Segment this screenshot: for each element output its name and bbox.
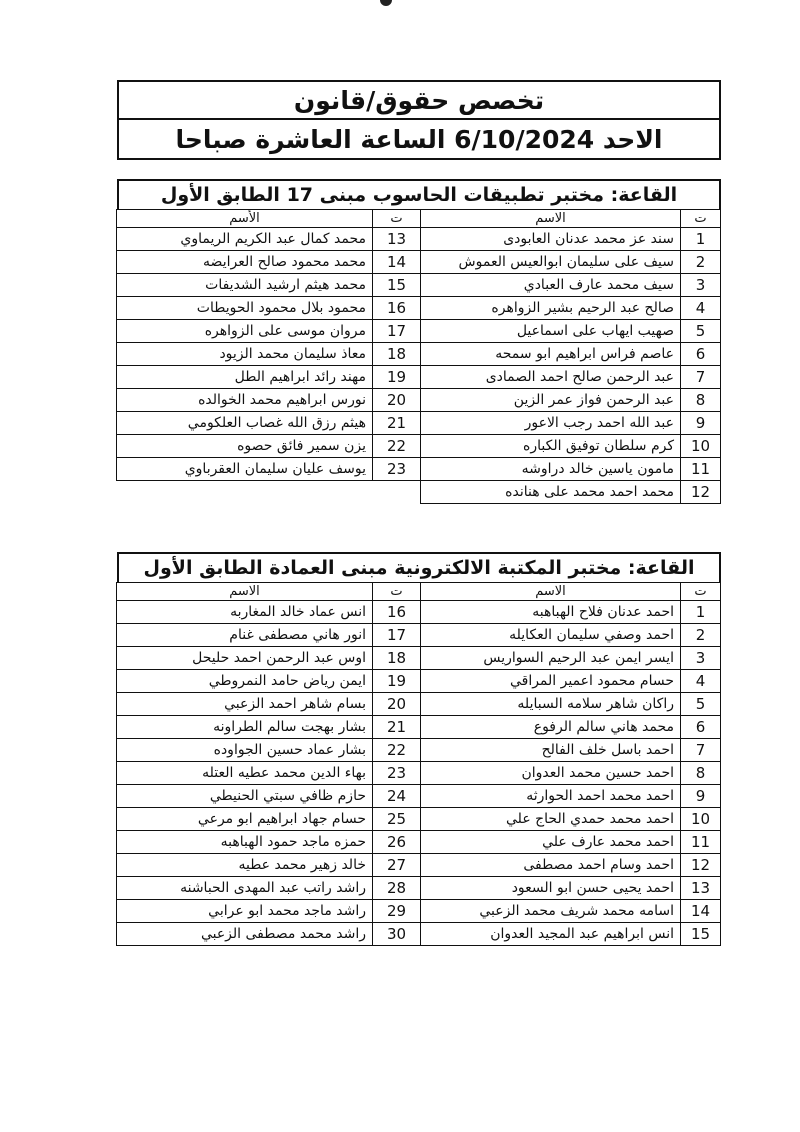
room-title: القاعة: مختبر تطبيقات الحاسوب مبنى 17 الطابق الأول — [117, 179, 721, 209]
name-header: الاسم — [421, 210, 681, 228]
student-name: محمد هيثم ارشيد الشديفات — [117, 274, 373, 297]
student-name: سيف محمد عارف العبادي — [421, 274, 681, 297]
table-row — [117, 670, 721, 693]
name-header: الاسم — [421, 583, 681, 601]
student-name: معاذ سليمان محمد الزيود — [117, 343, 373, 366]
table-row — [117, 739, 721, 762]
student-name: محمد احمد محمد على هنانده — [421, 481, 681, 504]
row-number: 22 — [373, 739, 421, 762]
student-name: خالد زهير محمد عطيه — [117, 854, 373, 877]
table-row — [117, 900, 721, 923]
student-name: انس ابراهيم عبد المجيد العدوان — [421, 923, 681, 946]
num-header: ت — [681, 210, 721, 228]
num-header: ت — [373, 583, 421, 601]
student-name: ايمن رياض حامد النمروطي — [117, 670, 373, 693]
student-name: احمد عدنان فلاح الهباهبه — [421, 601, 681, 624]
student-name: صالح عبد الرحيم بشير الزواهره — [421, 297, 681, 320]
student-name: كرم سلطان توفيق الكباره — [421, 435, 681, 458]
exam-datetime: الاحد 6/10/2024 الساعة العاشرة صباحا — [175, 124, 663, 154]
row-number: 5 — [681, 320, 721, 343]
row-number: 24 — [373, 785, 421, 808]
scan-mark — [380, 0, 392, 6]
table-row — [117, 716, 721, 739]
row-number: 14 — [373, 251, 421, 274]
student-name: محمد هاني سالم الرفوع — [421, 716, 681, 739]
table-row — [117, 389, 721, 412]
table-row — [117, 647, 721, 670]
row-number: 17 — [373, 320, 421, 343]
table-row — [117, 366, 721, 389]
table-row — [117, 854, 721, 877]
row-number: 30 — [373, 923, 421, 946]
row-number: 27 — [373, 854, 421, 877]
table-row — [117, 762, 721, 785]
table-row — [117, 877, 721, 900]
student-name: احمد باسل خلف الفالح — [421, 739, 681, 762]
table-row — [117, 693, 721, 716]
row-number: 13 — [373, 228, 421, 251]
row-number: 10 — [681, 808, 721, 831]
students-table — [116, 209, 721, 504]
row-number: 12 — [681, 854, 721, 877]
row-number: 25 — [373, 808, 421, 831]
student-name: راشد راتب عبد المهدى الحباشنه — [117, 877, 373, 900]
student-name: حازم ظافي سبتي الحنيطي — [117, 785, 373, 808]
row-number: 2 — [681, 251, 721, 274]
row-number: 1 — [681, 228, 721, 251]
student-name: حسام جهاد ابراهيم ابو مرعي — [117, 808, 373, 831]
room-title: القاعة: مختبر المكتبة الالكترونية مبنى العمادة الطابق الأول — [117, 552, 721, 582]
row-number: 21 — [373, 412, 421, 435]
num-header: ت — [373, 210, 421, 228]
row-number: 16 — [373, 601, 421, 624]
row-number: 9 — [681, 412, 721, 435]
student-name: انور هاني مصطفى غنام — [117, 624, 373, 647]
row-number: 1 — [681, 601, 721, 624]
student-name: راشد ماجد محمد ابو عرابي — [117, 900, 373, 923]
row-number: 10 — [681, 435, 721, 458]
student-name: سند عز محمد عدنان العابودى — [421, 228, 681, 251]
row-number: 19 — [373, 366, 421, 389]
row-number: 29 — [373, 900, 421, 923]
student-name: سيف على سليمان ابوالعيس العموش — [421, 251, 681, 274]
student-name: احمد محمد احمد الحوارثه — [421, 785, 681, 808]
table-header-row — [117, 583, 721, 601]
row-number: 15 — [681, 923, 721, 946]
student-name: حسام محمود اعمير المراقي — [421, 670, 681, 693]
student-name: حمزه ماجد حمود الهباهبه — [117, 831, 373, 854]
row-number: 7 — [681, 739, 721, 762]
student-name: احمد حسين محمد العدوان — [421, 762, 681, 785]
row-number: 6 — [681, 343, 721, 366]
student-name: احمد محمد حمدي الحاج علي — [421, 808, 681, 831]
row-number: 2 — [681, 624, 721, 647]
student-name: مروان موسى على الزواهره — [117, 320, 373, 343]
student-name: محمد كمال عبد الكريم الريماوي — [117, 228, 373, 251]
row-number: 3 — [681, 647, 721, 670]
row-number: 16 — [373, 297, 421, 320]
row-number: 20 — [373, 693, 421, 716]
row-number: 18 — [373, 343, 421, 366]
row-number: 21 — [373, 716, 421, 739]
student-name: عبد الرحمن فواز عمر الزين — [421, 389, 681, 412]
student-name: احمد وصفي سليمان العكايله — [421, 624, 681, 647]
row-number — [373, 481, 421, 504]
header-box — [117, 80, 721, 160]
table-row — [117, 251, 721, 274]
row-number: 4 — [681, 670, 721, 693]
student-name: ايسر ايمن عبد الرحيم السواريس — [421, 647, 681, 670]
table-header-row — [117, 210, 721, 228]
student-name: محمد محمود صالح العرايضه — [117, 251, 373, 274]
table-row — [117, 458, 721, 481]
row-number: 23 — [373, 762, 421, 785]
row-number: 26 — [373, 831, 421, 854]
table-row — [117, 228, 721, 251]
row-number: 14 — [681, 900, 721, 923]
student-name: بشار عماد حسين الجواوده — [117, 739, 373, 762]
row-number: 9 — [681, 785, 721, 808]
student-name: انس عماد خالد المغاربه — [117, 601, 373, 624]
room-table-2 — [117, 552, 721, 946]
student-name: بسام شاهر احمد الزعبي — [117, 693, 373, 716]
student-name: يوسف عليان سليمان العقرباوي — [117, 458, 373, 481]
row-number: 8 — [681, 762, 721, 785]
table-row — [117, 412, 721, 435]
student-name — [117, 481, 373, 504]
student-name: احمد محمد عارف علي — [421, 831, 681, 854]
student-name: يزن سمير فائق حصوه — [117, 435, 373, 458]
num-header: ت — [681, 583, 721, 601]
table-row — [117, 435, 721, 458]
row-number: 28 — [373, 877, 421, 900]
student-name: صهيب ايهاب على اسماعيل — [421, 320, 681, 343]
student-name: مامون ياسين خالد دراوشه — [421, 458, 681, 481]
table-row — [117, 297, 721, 320]
student-name: عبد الرحمن صالح احمد الصمادى — [421, 366, 681, 389]
student-name: احمد يحيى حسن ابو السعود — [421, 877, 681, 900]
row-number: 20 — [373, 389, 421, 412]
row-number: 5 — [681, 693, 721, 716]
row-number: 19 — [373, 670, 421, 693]
row-number: 23 — [373, 458, 421, 481]
student-name: بهاء الدين محمد عطيه العتله — [117, 762, 373, 785]
students-table — [116, 582, 721, 946]
row-number: 12 — [681, 481, 721, 504]
table-row — [117, 343, 721, 366]
row-number: 13 — [681, 877, 721, 900]
student-name: عاصم فراس ابراهيم ابو سمحه — [421, 343, 681, 366]
row-number: 11 — [681, 831, 721, 854]
row-number: 3 — [681, 274, 721, 297]
table-row — [117, 274, 721, 297]
row-number: 11 — [681, 458, 721, 481]
student-name: راشد محمد مصطفى الزعبي — [117, 923, 373, 946]
table-row — [117, 923, 721, 946]
row-number: 6 — [681, 716, 721, 739]
room-table-1 — [117, 179, 721, 504]
name-header: الاسم — [117, 583, 373, 601]
table-row — [117, 808, 721, 831]
table-row — [117, 624, 721, 647]
name-header: الأسم — [117, 210, 373, 228]
student-name: احمد وسام احمد مصطفى — [421, 854, 681, 877]
student-name: نورس ابراهيم محمد الخوالده — [117, 389, 373, 412]
table-row — [117, 320, 721, 343]
row-number: 4 — [681, 297, 721, 320]
row-number: 8 — [681, 389, 721, 412]
row-number: 17 — [373, 624, 421, 647]
student-name: راكان شاهر سلامه السبايله — [421, 693, 681, 716]
student-name: محمود بلال محمود الحويطات — [117, 297, 373, 320]
table-row — [117, 601, 721, 624]
student-name: هيثم رزق الله غصاب العلكومي — [117, 412, 373, 435]
row-number: 18 — [373, 647, 421, 670]
student-name: اسامه محمد شريف محمد الزعبي — [421, 900, 681, 923]
row-number: 15 — [373, 274, 421, 297]
student-name: بشار بهجت سالم الطراونه — [117, 716, 373, 739]
row-number: 22 — [373, 435, 421, 458]
student-name: مهند رائد ابراهيم الطل — [117, 366, 373, 389]
student-name: اوس عبد الرحمن احمد حليحل — [117, 647, 373, 670]
table-row — [117, 481, 721, 504]
table-row — [117, 831, 721, 854]
table-row — [117, 785, 721, 808]
row-number: 7 — [681, 366, 721, 389]
specialty-title: تخصص حقوق/قانون — [119, 82, 719, 120]
student-name: عبد الله احمد رجب الاعور — [421, 412, 681, 435]
